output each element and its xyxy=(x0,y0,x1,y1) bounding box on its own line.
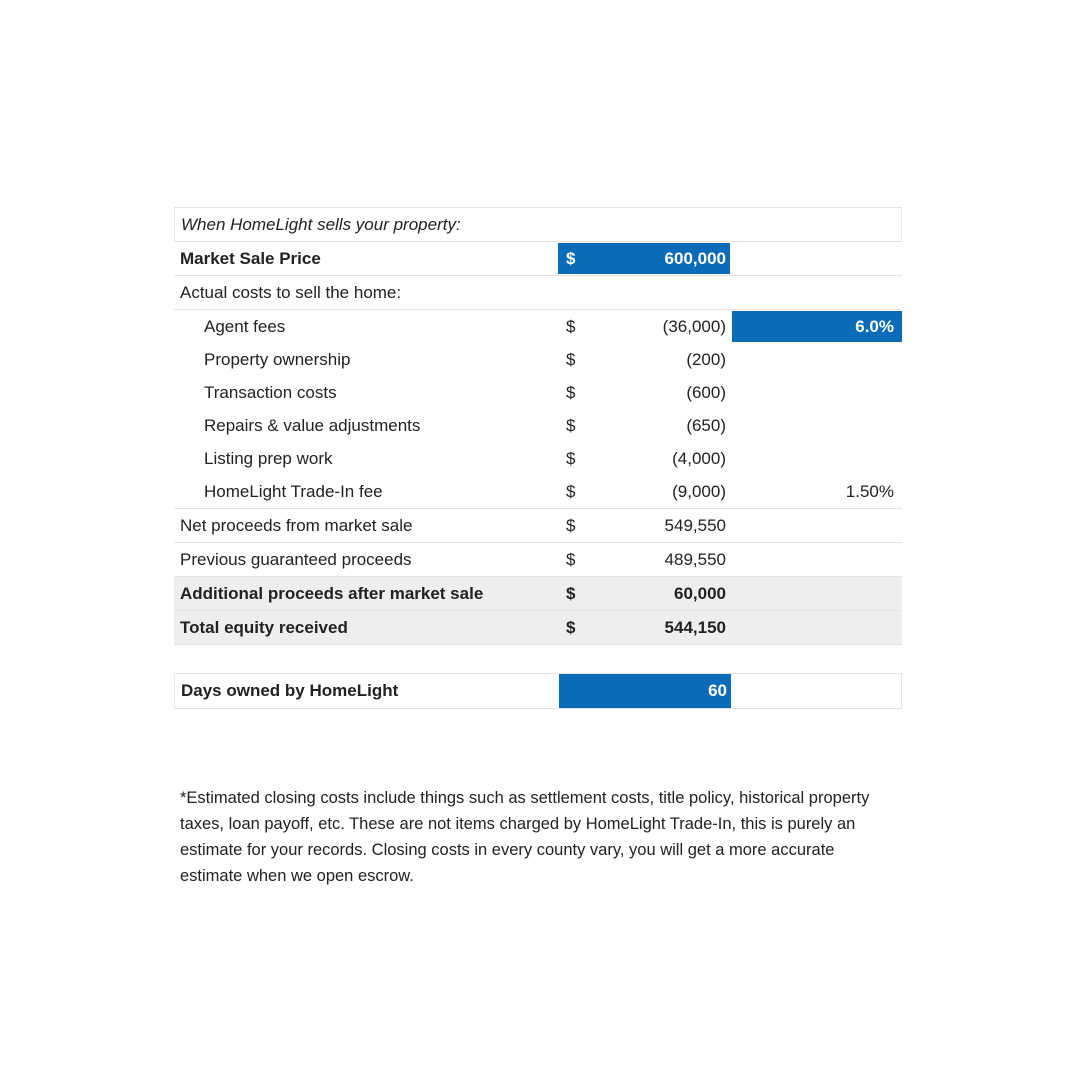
intro-label: When HomeLight sells your property: xyxy=(181,215,461,234)
market-sale-label: Market Sale Price xyxy=(180,249,321,268)
additional-proceeds-value: 60,000 xyxy=(674,584,726,603)
net-proceeds-row xyxy=(174,509,902,543)
cost-label: Repairs & value adjustments xyxy=(204,416,421,435)
days-owned-label: Days owned by HomeLight xyxy=(181,681,399,700)
cost-value: (650) xyxy=(686,416,726,435)
proceeds-table xyxy=(174,207,902,709)
cost-row-agent-fees xyxy=(174,310,902,343)
previous-guaranteed-currency: $ xyxy=(566,550,576,569)
previous-guaranteed-label: Previous guaranteed proceeds xyxy=(180,550,412,569)
cost-value: (4,000) xyxy=(672,449,726,468)
cost-currency: $ xyxy=(566,449,576,468)
days-owned-value: 60 xyxy=(708,681,727,700)
intro-row xyxy=(174,207,902,242)
net-proceeds-value: 549,550 xyxy=(664,516,726,535)
additional-proceeds-label: Additional proceeds after market sale xyxy=(180,584,484,603)
additional-proceeds-currency: $ xyxy=(566,584,576,603)
costs-header-label: Actual costs to sell the home: xyxy=(180,283,402,302)
cost-currency: $ xyxy=(566,350,576,369)
costs-header-row xyxy=(174,276,902,310)
market-sale-row xyxy=(174,242,902,276)
market-sale-currency: $ xyxy=(566,249,576,268)
net-proceeds-currency: $ xyxy=(566,516,576,535)
cost-value: (600) xyxy=(686,383,726,402)
cost-label: HomeLight Trade-In fee xyxy=(204,482,383,501)
cost-pct: 6.0% xyxy=(855,317,894,336)
cost-currency: $ xyxy=(566,416,576,435)
footnote: *Estimated closing costs include things such as settlement costs, title policy, historical property taxes, loan payoff, etc. These are not items charged by HomeLight Trade-In, this is purely an estimate for your records. Closing costs in every county vary, you will get a more accurate estimate when we open escrow. xyxy=(180,788,870,885)
total-equity-value: 544,150 xyxy=(664,618,726,637)
cost-row-trade-in-fee xyxy=(174,475,902,509)
total-equity-currency: $ xyxy=(566,618,576,637)
total-equity-row xyxy=(174,611,902,645)
cost-row-property-ownership xyxy=(174,343,902,376)
cost-pct: 1.50% xyxy=(845,482,894,501)
cost-value: (9,000) xyxy=(672,482,726,501)
cost-label: Listing prep work xyxy=(204,449,333,468)
cost-label: Transaction costs xyxy=(204,383,337,402)
previous-guaranteed-value: 489,550 xyxy=(664,550,726,569)
cost-row-listing-prep xyxy=(174,442,902,475)
previous-guaranteed-row xyxy=(174,543,902,577)
table-spacer xyxy=(174,645,902,673)
cost-value: (36,000) xyxy=(662,317,726,336)
cost-value: (200) xyxy=(686,350,726,369)
cost-currency: $ xyxy=(566,383,576,402)
cost-row-transaction-costs xyxy=(174,376,902,409)
days-owned-row xyxy=(174,673,902,709)
additional-proceeds-row xyxy=(174,577,902,611)
total-equity-label: Total equity received xyxy=(180,618,348,637)
market-sale-value: 600,000 xyxy=(664,249,726,268)
cost-currency: $ xyxy=(566,317,576,336)
cost-row-repairs xyxy=(174,409,902,442)
net-proceeds-label: Net proceeds from market sale xyxy=(180,516,413,535)
cost-label: Property ownership xyxy=(204,350,351,369)
cost-currency: $ xyxy=(566,482,576,501)
cost-label: Agent fees xyxy=(204,317,286,336)
